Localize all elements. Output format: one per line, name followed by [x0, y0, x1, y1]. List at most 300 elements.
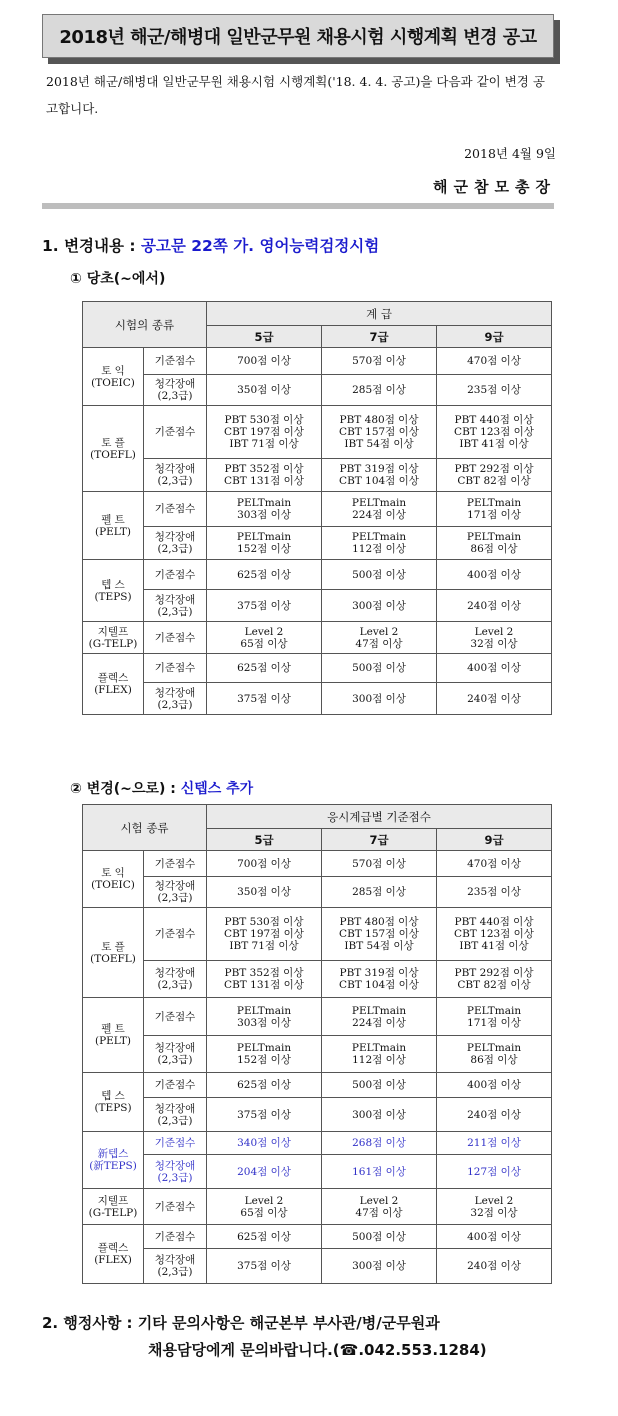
cell-line: 86점 이상: [470, 1054, 518, 1066]
cell-line: CBT 104점 이상: [339, 475, 419, 487]
cell-line: 청각장애: [154, 1254, 196, 1266]
table-row: [83, 998, 552, 1036]
cell-line: IBT 54점 이상: [344, 940, 414, 952]
cell-line: 303점 이상: [237, 509, 291, 521]
score-cell: [437, 1155, 552, 1189]
cell-line: (FLEX): [94, 1254, 132, 1266]
section2-line1: 2. 행정사항 : 기타 문의사항은 해군본부 부사관/병/군무원과: [42, 1314, 440, 1332]
cell-line: 350점 이상: [237, 886, 291, 898]
cell-line: (新TEPS): [89, 1160, 137, 1172]
cell-line: 235점 이상: [467, 384, 521, 396]
criteria-cell: [144, 1073, 207, 1098]
score-cell: [322, 406, 437, 459]
score-cell: [207, 492, 322, 527]
exam-name-cell: [83, 622, 144, 654]
table-row: [83, 375, 552, 406]
cell-line: (2,3급): [157, 1266, 193, 1278]
cell-line: 청각장애: [154, 593, 196, 606]
cell-line: 700점 이상: [237, 355, 291, 367]
cell-line: 기준점수: [154, 355, 196, 367]
cell-line: PELTmain: [236, 1004, 292, 1017]
cell-line: 171점 이상: [467, 509, 521, 521]
cell-line: 161점 이상: [352, 1165, 406, 1178]
cell-line: (TOEFL): [90, 952, 136, 965]
cell-line: 375점 이상: [237, 692, 291, 705]
cell-line: 86점 이상: [470, 543, 518, 555]
score-cell: [322, 375, 437, 406]
cell-line: PELTmain: [466, 1042, 522, 1054]
cell-line: 204점 이상: [237, 1165, 291, 1178]
header-grade: 9급: [437, 829, 552, 851]
cell-line: CBT 131점 이상: [224, 475, 304, 487]
notice-signer: 해군참모총장: [433, 178, 556, 196]
score-cell: [437, 375, 552, 406]
score-cell: [322, 527, 437, 560]
cell-line: 플렉스: [97, 1242, 129, 1254]
cell-line: 235점 이상: [467, 886, 521, 898]
cell-line: PELTmain: [351, 1004, 407, 1017]
cell-line: 청각장애: [154, 463, 196, 475]
cell-line: 토 익: [101, 364, 125, 377]
cell-line: 240점 이상: [467, 692, 521, 705]
score-cell: [437, 1073, 552, 1098]
cell-line: CBT 123점 이상: [454, 928, 534, 940]
cell-line: 토 익: [101, 867, 125, 879]
cell-line: 152점 이상: [237, 1054, 291, 1066]
cell-line: 171점 이상: [467, 1016, 521, 1029]
cell-line: (PELT): [94, 525, 132, 538]
criteria-cell: [144, 622, 207, 654]
table-row: [83, 1155, 552, 1189]
header-exam-type: 시험의 종류: [83, 302, 207, 348]
score-cell: [437, 1225, 552, 1249]
cell-line: 500점 이상: [352, 1230, 406, 1243]
cell-line: PBT 480점 이상: [339, 414, 419, 426]
cell-line: (TEPS): [94, 590, 132, 603]
cell-line: 기준점수: [154, 662, 196, 674]
cell-line: CBT 82점 이상: [457, 475, 531, 487]
table-row: [83, 406, 552, 459]
header-grade-group: 응시계급별 기준점수: [207, 805, 552, 829]
score-cell: [207, 348, 322, 375]
criteria-cell: [144, 877, 207, 908]
header-grade: 9급: [437, 326, 552, 348]
intro-paragraph: [46, 68, 556, 122]
cell-line: (2,3급): [157, 1054, 193, 1066]
cell-line: 300점 이상: [352, 1260, 406, 1272]
cell-line: 47점 이상: [355, 637, 403, 650]
criteria-cell: [144, 1132, 207, 1155]
table-row: [83, 459, 552, 492]
cell-line: 400점 이상: [467, 1230, 521, 1243]
score-cell: [207, 908, 322, 961]
cell-line: 625점 이상: [237, 1230, 291, 1243]
cell-line: 新텝스: [97, 1148, 129, 1160]
criteria-cell: [144, 1155, 207, 1189]
cell-line: 470점 이상: [467, 355, 521, 367]
criteria-cell: [144, 375, 207, 406]
score-cell: [437, 590, 552, 622]
score-cell: [322, 877, 437, 908]
score-cell: [437, 406, 552, 459]
cell-line: 플렉스: [97, 672, 129, 684]
score-cell: [207, 622, 322, 654]
cell-line: (2,3급): [157, 979, 193, 991]
table-row: [83, 492, 552, 527]
cell-line: IBT 54점 이상: [344, 438, 414, 450]
cell-line: 340점 이상: [237, 1137, 291, 1149]
score-cell: [437, 851, 552, 877]
cell-line: 300점 이상: [352, 1108, 406, 1121]
cell-line: PBT 292점 이상: [454, 463, 534, 475]
score-cell: [207, 1098, 322, 1132]
cell-line: 32점 이상: [470, 1206, 518, 1219]
cell-line: (FLEX): [94, 684, 132, 696]
score-cell: [322, 1036, 437, 1073]
criteria-cell: [144, 560, 207, 590]
cell-line: 32점 이상: [470, 637, 518, 650]
score-cell: [437, 492, 552, 527]
cell-line: IBT 41점 이상: [459, 438, 529, 450]
cell-line: CBT 157점 이상: [339, 928, 419, 940]
criteria-cell: [144, 908, 207, 961]
score-cell: [207, 406, 322, 459]
cell-line: (2,3급): [157, 1114, 193, 1127]
cell-line: IBT 41점 이상: [459, 940, 529, 952]
criteria-cell: [144, 961, 207, 998]
cell-line: 기준점수: [154, 503, 196, 515]
table-row: [83, 908, 552, 961]
score-cell: [207, 1132, 322, 1155]
cell-line: PELTmain: [351, 1042, 407, 1054]
cell-line: 350점 이상: [237, 384, 291, 396]
after-score-table: [82, 804, 552, 1284]
cell-line: 기준점수: [154, 426, 196, 438]
score-cell: [437, 1132, 552, 1155]
cell-line: CBT 197점 이상: [224, 426, 304, 438]
score-cell: [322, 1155, 437, 1189]
score-cell: [207, 1155, 322, 1189]
header-grade-group: 계 급: [207, 302, 552, 326]
cell-line: 텝 스: [101, 1090, 125, 1102]
cell-line: 400점 이상: [467, 568, 521, 581]
cell-line: 152점 이상: [237, 543, 291, 555]
score-cell: [437, 908, 552, 961]
after-heading-prefix: ② 변경(~으로) :: [70, 781, 181, 797]
criteria-cell: [144, 1036, 207, 1073]
table-row: [83, 1098, 552, 1132]
score-cell: [322, 1132, 437, 1155]
cell-line: Level 2: [474, 1194, 514, 1207]
cell-line: 285점 이상: [352, 384, 406, 396]
cell-line: 268점 이상: [352, 1137, 406, 1149]
cell-line: 240점 이상: [467, 1108, 521, 1121]
score-cell: [207, 1073, 322, 1098]
score-cell: [437, 654, 552, 683]
table-row: [83, 1132, 552, 1155]
cell-line: 펠 트: [101, 1023, 125, 1035]
score-cell: [322, 998, 437, 1036]
section1-heading: [42, 234, 379, 256]
score-cell: [322, 683, 437, 715]
cell-line: 기준점수: [154, 1230, 196, 1243]
cell-line: PELTmain: [236, 497, 292, 509]
criteria-cell: [144, 654, 207, 683]
cell-line: 65점 이상: [240, 1206, 288, 1219]
cell-line: 청각장애: [154, 967, 196, 979]
cell-line: (2,3급): [157, 390, 193, 402]
cell-line: (2,3급): [157, 892, 193, 904]
header-exam-type: 시험 종류: [83, 805, 207, 851]
cell-line: (TOEFL): [90, 448, 136, 461]
cell-line: 청각장애: [154, 1159, 196, 1172]
criteria-cell: [144, 1098, 207, 1132]
exam-name-cell: [83, 1073, 144, 1132]
table-row: [83, 1189, 552, 1225]
cell-line: 토 플: [101, 436, 125, 449]
divider: [42, 203, 554, 209]
exam-name-cell: [83, 1225, 144, 1284]
cell-line: 625점 이상: [237, 1079, 291, 1091]
cell-line: 기준점수: [154, 928, 196, 940]
criteria-cell: [144, 590, 207, 622]
cell-line: 토 플: [101, 940, 125, 953]
cell-line: PBT 530점 이상: [224, 414, 304, 426]
cell-line: IBT 71점 이상: [229, 438, 299, 450]
cell-line: IBT 71점 이상: [229, 940, 299, 952]
score-cell: [437, 1189, 552, 1225]
cell-line: (2,3급): [157, 1171, 193, 1184]
cell-line: 청각장애: [154, 686, 196, 699]
cell-line: CBT 82점 이상: [457, 979, 531, 991]
cell-line: PBT 440점 이상: [454, 916, 534, 928]
table-row: [83, 590, 552, 622]
section1-prefix: 1. 변경내용 :: [42, 237, 141, 255]
notice-title: 2018년 해군/해병대 일반군무원 채용시험 시행계획 변경 공고: [42, 14, 554, 58]
exam-name-cell: [83, 492, 144, 560]
score-cell: [207, 375, 322, 406]
score-cell: [322, 1225, 437, 1249]
score-cell: [322, 908, 437, 961]
score-cell: [437, 1098, 552, 1132]
score-cell: [437, 560, 552, 590]
cell-line: 400점 이상: [467, 662, 521, 674]
before-heading: ① 당초(~에서): [70, 271, 166, 287]
cell-line: (PELT): [94, 1035, 132, 1047]
score-cell: [207, 560, 322, 590]
score-cell: [437, 1249, 552, 1284]
score-cell: [322, 560, 437, 590]
cell-line: PBT 319점 이상: [339, 967, 419, 979]
score-cell: [207, 1189, 322, 1225]
score-cell: [207, 1036, 322, 1073]
score-cell: [437, 1036, 552, 1073]
cell-line: 청각장애: [154, 1102, 196, 1115]
cell-line: Level 2: [359, 1194, 399, 1207]
notice-date: 2018년 4월 9일: [464, 146, 556, 161]
exam-name-cell: [83, 348, 144, 406]
cell-line: CBT 157점 이상: [339, 426, 419, 438]
section2-note: [42, 1310, 487, 1364]
cell-line: (2,3급): [157, 475, 193, 487]
table-row: [83, 622, 552, 654]
cell-line: PELTmain: [351, 531, 407, 543]
cell-line: 기준점수: [154, 568, 196, 581]
cell-line: 지텔프: [97, 1194, 129, 1207]
table-row: [83, 851, 552, 877]
header-grade: 7급: [322, 829, 437, 851]
cell-line: 570점 이상: [352, 355, 406, 367]
cell-line: 224점 이상: [352, 1016, 406, 1029]
score-cell: [207, 459, 322, 492]
exam-name-cell: [83, 1189, 144, 1225]
cell-line: (G-TELP): [88, 637, 138, 650]
score-cell: [322, 654, 437, 683]
before-score-table: [82, 301, 552, 715]
score-cell: [207, 998, 322, 1036]
score-cell: [437, 683, 552, 715]
cell-line: PBT 292점 이상: [454, 967, 534, 979]
score-cell: [207, 877, 322, 908]
criteria-cell: [144, 998, 207, 1036]
table-row: [83, 1225, 552, 1249]
cell-line: CBT 123점 이상: [454, 426, 534, 438]
cell-line: PBT 352점 이상: [224, 463, 304, 475]
score-cell: [322, 961, 437, 998]
exam-name-cell: [83, 560, 144, 622]
cell-line: PBT 440점 이상: [454, 414, 534, 426]
score-cell: [207, 654, 322, 683]
cell-line: Level 2: [474, 625, 514, 638]
cell-line: CBT 104점 이상: [339, 979, 419, 991]
cell-line: 400점 이상: [467, 1079, 521, 1091]
criteria-cell: [144, 348, 207, 375]
cell-line: 112점 이상: [352, 543, 406, 555]
cell-line: (TOEIC): [91, 376, 135, 389]
cell-line: 240점 이상: [467, 599, 521, 612]
cell-line: 텝 스: [101, 578, 125, 591]
cell-line: (2,3급): [157, 543, 193, 555]
exam-name-cell: [83, 908, 144, 998]
cell-line: 지텔프: [97, 625, 129, 638]
cell-line: PELTmain: [351, 497, 407, 509]
score-cell: [322, 1073, 437, 1098]
cell-line: CBT 197점 이상: [224, 928, 304, 940]
cell-line: 625점 이상: [237, 568, 291, 581]
cell-line: 470점 이상: [467, 857, 521, 870]
criteria-cell: [144, 683, 207, 715]
cell-line: PELTmain: [236, 1042, 292, 1054]
score-cell: [322, 851, 437, 877]
table-row: [83, 654, 552, 683]
cell-line: 기준점수: [154, 1010, 196, 1023]
score-cell: [437, 459, 552, 492]
cell-line: PBT 530점 이상: [224, 916, 304, 928]
cell-line: 285점 이상: [352, 886, 406, 898]
cell-line: (G-TELP): [88, 1206, 138, 1219]
score-cell: [322, 622, 437, 654]
score-cell: [322, 590, 437, 622]
score-cell: [322, 1098, 437, 1132]
cell-line: 303점 이상: [237, 1016, 291, 1029]
cell-line: (2,3급): [157, 605, 193, 618]
header-grade: 5급: [207, 829, 322, 851]
cell-line: 펠 트: [101, 513, 125, 526]
cell-line: 127점 이상: [467, 1165, 521, 1178]
cell-line: PBT 352점 이상: [224, 967, 304, 979]
cell-line: 47점 이상: [355, 1206, 403, 1219]
cell-line: 112점 이상: [352, 1054, 406, 1066]
cell-line: PELTmain: [466, 1004, 522, 1017]
section1-highlight: 공고문 22쪽 가. 영어능력검정시험: [140, 237, 380, 255]
cell-line: 청각장애: [154, 378, 196, 390]
score-cell: [437, 622, 552, 654]
cell-line: (2,3급): [157, 698, 193, 711]
cell-line: Level 2: [244, 1194, 284, 1207]
cell-line: 기준점수: [154, 1137, 196, 1149]
criteria-cell: [144, 459, 207, 492]
criteria-cell: [144, 527, 207, 560]
criteria-cell: [144, 851, 207, 877]
table-row: [83, 1249, 552, 1284]
score-cell: [437, 348, 552, 375]
table-row: [83, 683, 552, 715]
after-heading-highlight: 신텝스 추가: [180, 781, 254, 797]
cell-line: 224점 이상: [352, 509, 406, 521]
exam-name-cell: [83, 998, 144, 1073]
criteria-cell: [144, 492, 207, 527]
cell-line: 300점 이상: [352, 599, 406, 612]
cell-line: 375점 이상: [237, 1260, 291, 1272]
cell-line: PELTmain: [466, 531, 522, 543]
table-row: [83, 348, 552, 375]
table-row: [83, 1036, 552, 1073]
cell-line: PBT 480점 이상: [339, 916, 419, 928]
cell-line: 기준점수: [154, 1200, 196, 1213]
cell-line: 300점 이상: [352, 692, 406, 705]
score-cell: [322, 459, 437, 492]
criteria-cell: [144, 1189, 207, 1225]
cell-line: 기준점수: [154, 631, 196, 644]
criteria-cell: [144, 1225, 207, 1249]
section2-line2: 채용담당에게 문의바랍니다.(☎.042.553.1284): [148, 1341, 487, 1359]
score-cell: [207, 527, 322, 560]
header-grade: 7급: [322, 326, 437, 348]
cell-line: (TEPS): [94, 1102, 132, 1114]
cell-line: 기준점수: [154, 857, 196, 870]
cell-line: 500점 이상: [352, 662, 406, 674]
cell-line: 65점 이상: [240, 637, 288, 650]
score-cell: [322, 492, 437, 527]
cell-line: Level 2: [244, 625, 284, 638]
cell-line: 500점 이상: [352, 1079, 406, 1091]
cell-line: 기준점수: [154, 1079, 196, 1091]
score-cell: [437, 527, 552, 560]
intro-text: 2018년 해군/해병대 일반군무원 채용시험 시행계획('18. 4. 4. 공고)을 다음과 같이 변경 공고합니다.: [46, 74, 545, 116]
table-row: [83, 560, 552, 590]
exam-name-cell: [83, 851, 144, 908]
score-cell: [207, 1249, 322, 1284]
score-cell: [437, 877, 552, 908]
score-cell: [322, 1249, 437, 1284]
table-row: [83, 961, 552, 998]
score-cell: [207, 961, 322, 998]
cell-line: 청각장애: [154, 1042, 196, 1054]
score-cell: [322, 1189, 437, 1225]
after-heading: [70, 778, 253, 798]
cell-line: 500점 이상: [352, 568, 406, 581]
score-cell: [207, 851, 322, 877]
